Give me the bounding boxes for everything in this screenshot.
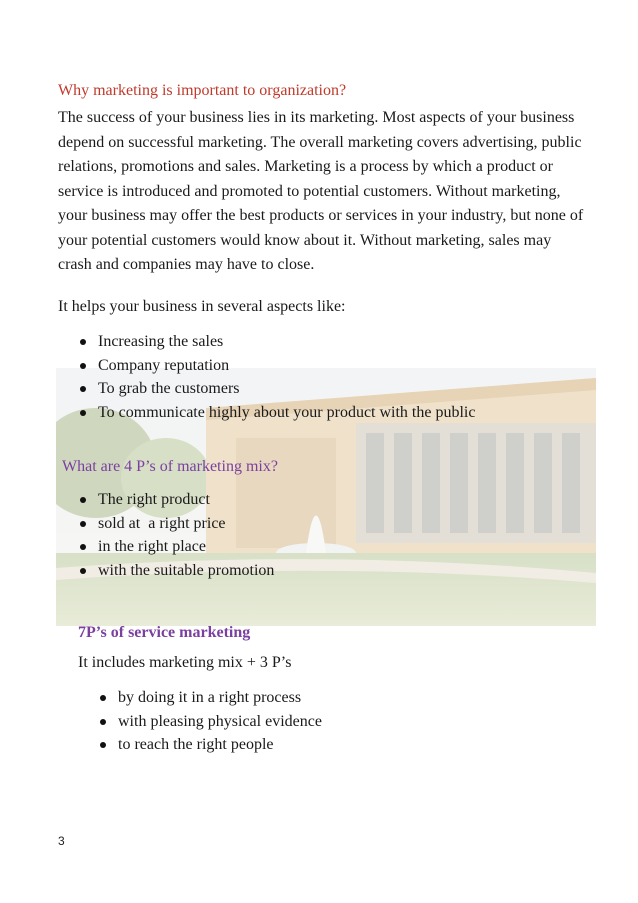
list-item: to reach the right people <box>96 733 322 757</box>
bullet-icon <box>80 410 86 416</box>
service-marketing-list <box>96 686 322 757</box>
bullet-icon <box>80 521 86 527</box>
lead-sentence: It helps your business in several aspects like: <box>58 298 346 315</box>
list-item: with the suitable promotion <box>76 559 274 583</box>
list-item: by doing it in a right process <box>96 686 322 710</box>
bullet-icon <box>80 363 86 369</box>
list-item: The right product <box>76 488 274 512</box>
bullet-icon <box>80 497 86 503</box>
list-item: Company reputation <box>76 354 475 378</box>
list-item: Increasing the sales <box>76 330 475 354</box>
list-item: To communicate highly about your product with the public <box>76 401 475 425</box>
section-heading-4ps: What are 4 P’s of marketing mix? <box>62 458 278 475</box>
list-item: sold at a right price <box>76 512 274 536</box>
bullet-icon <box>100 742 106 748</box>
section-heading-7ps: 7P’s of service marketing <box>78 624 251 641</box>
service-marketing-line: It includes marketing mix + 3 P’s <box>78 654 292 671</box>
section-heading-importance: Why marketing is important to organization? <box>58 82 347 99</box>
bullet-icon <box>100 695 106 701</box>
bullet-icon <box>80 544 86 550</box>
bullet-icon <box>80 339 86 345</box>
list-item: To grab the customers <box>76 377 475 401</box>
benefits-list <box>76 330 475 424</box>
marketing-mix-list <box>76 488 274 582</box>
list-item: in the right place <box>76 535 274 559</box>
body-paragraph: The success of your business lies in its marketing. Most aspects of your business depend on successful marketing. The overall marketing covers advertising, public relations, promotions and sales. Marketing is a process by which a product or service is introduced and promoted to potential customers. Without marketing, your business may offer the best products or services in your industry, but none of your potential customers would know about it. Without marketing, sales may crash and companies may have to close. <box>58 109 584 273</box>
page-number: 3 <box>58 834 65 848</box>
list-item: with pleasing physical evidence <box>96 710 322 734</box>
bullet-icon <box>100 719 106 725</box>
bullet-icon <box>80 386 86 392</box>
bullet-icon <box>80 568 86 574</box>
